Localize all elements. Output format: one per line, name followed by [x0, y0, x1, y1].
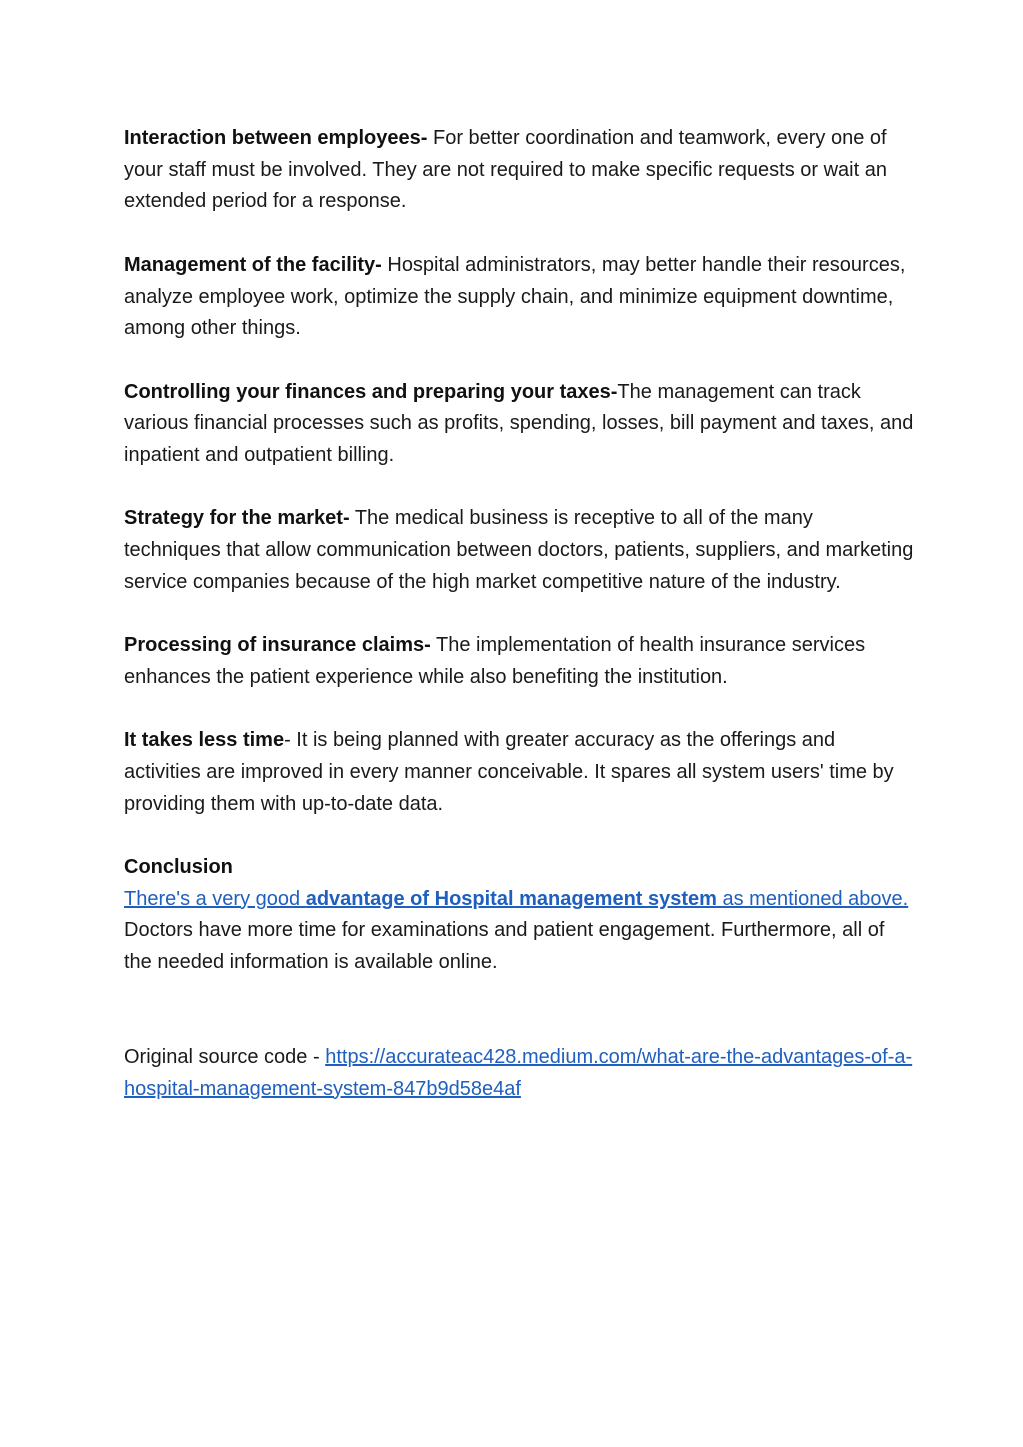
conclusion-link-bold: advantage of Hospital management system — [305, 887, 717, 910]
section-paragraph — [124, 377, 914, 472]
conclusion-heading: Conclusion — [124, 856, 233, 879]
conclusion-link[interactable] — [124, 888, 908, 910]
section-heading: Controlling your finances and preparing your taxes- — [124, 380, 618, 403]
section-paragraph — [124, 630, 914, 693]
section-paragraph — [124, 725, 914, 820]
conclusion-paragraph — [124, 852, 914, 979]
section-paragraph — [124, 123, 914, 218]
document-body — [124, 123, 914, 1137]
source-paragraph — [124, 1042, 914, 1105]
section-heading: Strategy for the market- — [124, 507, 350, 530]
section-paragraph — [124, 503, 914, 598]
conclusion-link-post: as mentioned above. — [716, 887, 909, 910]
section-heading: Management of the facility- — [124, 253, 382, 276]
section-paragraph — [124, 250, 914, 345]
source-link[interactable]: https://accurateac428.medium.com/what-are-the-advantages-of-a-hospital-management-system-847b9d58e4af — [124, 1045, 913, 1100]
section-text: The implementation of health insurance services enhances the patient experience while also benefiting the institution. — [124, 634, 866, 688]
section-text: For better coordination and teamwork, every one of your staff must be involved. They are not required to make specific requests or wait an extended period for a response. — [124, 127, 887, 213]
conclusion-link-pre: There's a very good — [124, 887, 306, 910]
section-heading: Interaction between employees- — [124, 127, 428, 149]
section-text: The management can track various financial processes such as profits, spending, losses, bill payment and taxes, and inpatient and outpatient billing. — [124, 380, 914, 466]
source-label: Original source code - — [124, 1045, 326, 1068]
section-heading: It takes less time — [124, 729, 285, 752]
section-text: - It is being planned with greater accuracy as the offerings and activities are improved in every manner conceivable. It spares all system users' time by providing them with up-to-date data. — [124, 729, 894, 815]
conclusion-text: Doctors have more time for examinations and patient engagement. Furthermore, all of the needed information is available online. — [124, 919, 885, 974]
section-heading: Processing of insurance claims- — [124, 634, 431, 657]
section-text: The medical business is receptive to all of the many techniques that allow communication between doctors, patients, suppliers, and marketing service companies because of the high market competitive nature of the industry. — [124, 507, 914, 593]
section-text: Hospital administrators, may better handle their resources, analyze employee work, optimize the supply chain, and minimize equipment downtime, among other things. — [124, 253, 906, 340]
